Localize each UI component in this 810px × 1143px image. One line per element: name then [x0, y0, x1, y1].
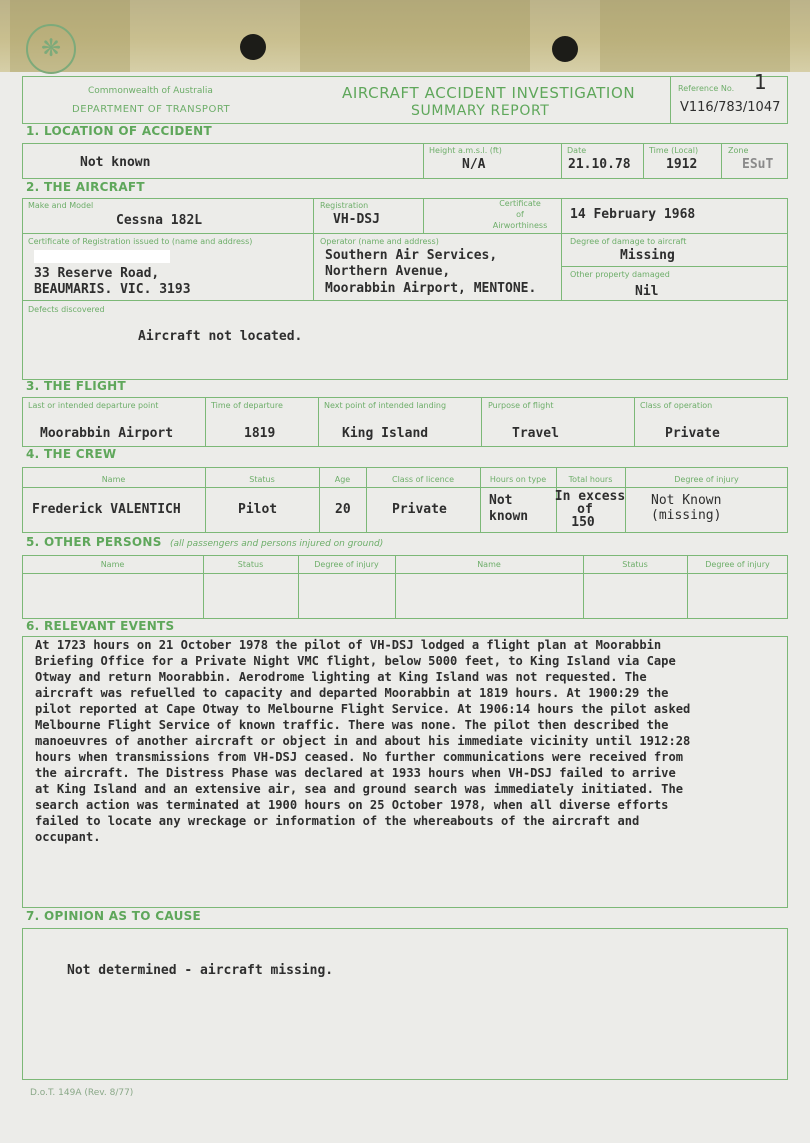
crew-licence-value: Private — [392, 502, 447, 517]
crew-hours-type-2: known — [489, 509, 529, 524]
airworthiness-value: 14 February 1968 — [570, 207, 696, 222]
others-col-name: Name — [100, 560, 125, 569]
airworthiness-label-1: Certificate — [499, 199, 541, 208]
airworthiness-label-2: of — [516, 210, 524, 219]
crew-col-status: Status — [249, 475, 275, 484]
crew-status-value: Pilot — [238, 502, 278, 517]
defects-value: Aircraft not located. — [138, 329, 303, 344]
crew-total-hours-3: 150 — [571, 515, 595, 530]
date-label: Date — [567, 146, 587, 155]
cause-box — [22, 928, 788, 1080]
other-property-label: Other property damaged — [570, 270, 670, 279]
events-line: the aircraft. The Distress Phase was declared at 1933 hours when VH-DSJ failed to arrive — [35, 766, 676, 780]
form-number: D.o.T. 149A (Rev. 8/77) — [30, 1088, 134, 1098]
departure-point-value: Moorabbin Airport — [40, 426, 174, 441]
airworthiness-label-3: Airworthiness — [492, 221, 548, 230]
operator-line-2: Northern Avenue, — [325, 264, 451, 279]
events-line: failed to locate any wreckage or information of the whereabouts of the aircraft and — [35, 814, 640, 828]
operator-label: Operator (name and address) — [320, 237, 439, 246]
events-line: manoeuvres of another aircraft or object in and about his immediate vicinity until 1912:28 — [35, 734, 691, 748]
time-label: Time (Local) — [649, 146, 699, 155]
height-label: Height a.m.s.l. (ft) — [429, 146, 502, 155]
zone-value: ESuT — [742, 157, 774, 172]
crew-total-hours-1: In excess — [554, 489, 626, 504]
operator-line-3: Moorabbin Airport, MENTONE. — [325, 281, 537, 296]
events-line: Briefing Office for a Private Night VMC flight, below 5000 feet, to King Island via Cape — [35, 654, 676, 668]
tape-strip — [0, 0, 810, 72]
operator-line-1: Southern Air Services, — [325, 248, 498, 263]
section-1-heading: 1. LOCATION OF ACCIDENT — [26, 124, 212, 138]
make-model-label: Make and Model — [28, 201, 94, 210]
events-line: Otway and return Moorabbin. Aerodrome lighting at King Island was not requested. The — [35, 670, 647, 684]
class-operation-value: Private — [665, 426, 720, 441]
relevant-events-text — [35, 637, 783, 845]
punch-hole-left — [240, 34, 266, 60]
section-6-heading: 6. RELEVANT EVENTS — [26, 619, 175, 633]
class-operation-label: Class of operation — [640, 401, 713, 410]
departure-time-value: 1819 — [244, 426, 276, 441]
events-line: Melbourne Flight Service of known traffic. There was none. The pilot then described the — [35, 718, 669, 732]
registration-value: VH-DSJ — [333, 212, 380, 227]
next-landing-label: Next point of intended landing — [324, 401, 447, 410]
page-number: 1 — [754, 70, 767, 94]
crew-col-name: Name — [101, 475, 126, 484]
report-title: AIRCRAFT ACCIDENT INVESTIGATION — [342, 84, 636, 102]
zone-label: Zone — [728, 146, 749, 155]
crew-total-hours-2: of — [577, 502, 593, 517]
crew-age-value: 20 — [335, 502, 351, 517]
section-2-heading: 2. THE AIRCRAFT — [26, 180, 145, 194]
purpose-label: Purpose of flight — [488, 401, 554, 410]
location-value: Not known — [80, 155, 151, 170]
crew-injury-2: (missing) — [651, 508, 722, 523]
damage-label: Degree of damage to aircraft — [570, 237, 687, 246]
section-5-heading: 5. OTHER PERSONS — [26, 535, 162, 549]
section-7-heading: 7. OPINION AS TO CAUSE — [26, 909, 202, 923]
damage-value: Missing — [620, 248, 675, 263]
cert-registration-label: Certificate of Registration issued to (name and address) — [28, 237, 253, 246]
next-landing-value: King Island — [342, 426, 429, 441]
registration-label: Registration — [320, 201, 369, 210]
redacted-owner-name — [34, 250, 170, 263]
crew-col-age: Age — [334, 475, 351, 484]
crew-name-value: Frederick VALENTICH — [32, 502, 181, 517]
owner-address-line-2: BEAUMARIS. VIC. 3193 — [34, 282, 191, 297]
time-value: 1912 — [666, 157, 698, 172]
reference-number: V116/783/1047 — [680, 100, 781, 115]
section-5-subheading: (all passengers and persons injured on ground) — [170, 539, 384, 549]
height-value: N/A — [462, 157, 486, 172]
events-line: At 1723 hours on 21 October 1978 the pilot of VH-DSJ lodged a flight plan at Moorabbin — [35, 638, 662, 652]
owner-address-line-1: 33 Reserve Road, — [34, 266, 160, 281]
date-value: 21.10.78 — [568, 157, 631, 172]
events-line: occupant. — [35, 830, 101, 844]
departure-time-label: Time of departure — [211, 401, 283, 410]
crew-col-hours-type: Hours on type — [489, 475, 547, 484]
punch-hole-right — [552, 36, 578, 62]
crew-col-licence: Class of licence — [392, 475, 454, 484]
events-line: hours when transmissions from VH-DSJ ceased. No further communications were received from — [35, 750, 684, 764]
agency-line-1: Commonwealth of Australia — [88, 86, 213, 96]
others-col-name-2: Name — [477, 560, 501, 569]
others-col-status-2: Status — [622, 560, 648, 569]
cause-value: Not determined - aircraft missing. — [67, 963, 334, 978]
purpose-value: Travel — [512, 426, 559, 441]
agency-line-2: DEPARTMENT OF TRANSPORT — [72, 104, 231, 115]
section-3-heading: 3. THE FLIGHT — [26, 379, 126, 393]
crew-injury-1: Not Known — [651, 493, 722, 508]
departure-point-label: Last or intended departure point — [28, 401, 159, 410]
crew-col-injury: Degree of injury — [674, 475, 739, 484]
events-line: search action was terminated at 1900 hours on 25 October 1978, when all diverse efforts — [35, 798, 669, 812]
others-col-status: Status — [237, 560, 264, 569]
others-col-injury: Degree of injury — [314, 560, 379, 569]
events-line: at King Island and an extensive air, sea and ground search was immediately initiated. The — [35, 782, 684, 796]
events-line: pilot reported at Cape Otway to Melbourne Flight Service. At 1906:14 hours the pilot asked — [35, 702, 691, 716]
other-property-value: Nil — [635, 284, 659, 299]
report-subtitle: SUMMARY REPORT — [411, 103, 550, 119]
reference-label: Reference No. — [678, 84, 735, 93]
others-col-injury-2: Degree of injury — [705, 560, 770, 569]
crew-hours-type-1: Not — [489, 493, 513, 508]
crew-col-total-hours: Total hours — [568, 475, 613, 484]
make-model-value: Cessna 182L — [116, 213, 203, 228]
events-line: aircraft was refuelled to capacity and departed Moorabbin at 1819 hours. At 1900:29 the — [35, 686, 669, 700]
coat-of-arms-icon: ❋ — [26, 24, 76, 74]
section-4-heading: 4. THE CREW — [26, 447, 117, 461]
defects-label: Defects discovered — [28, 305, 105, 314]
